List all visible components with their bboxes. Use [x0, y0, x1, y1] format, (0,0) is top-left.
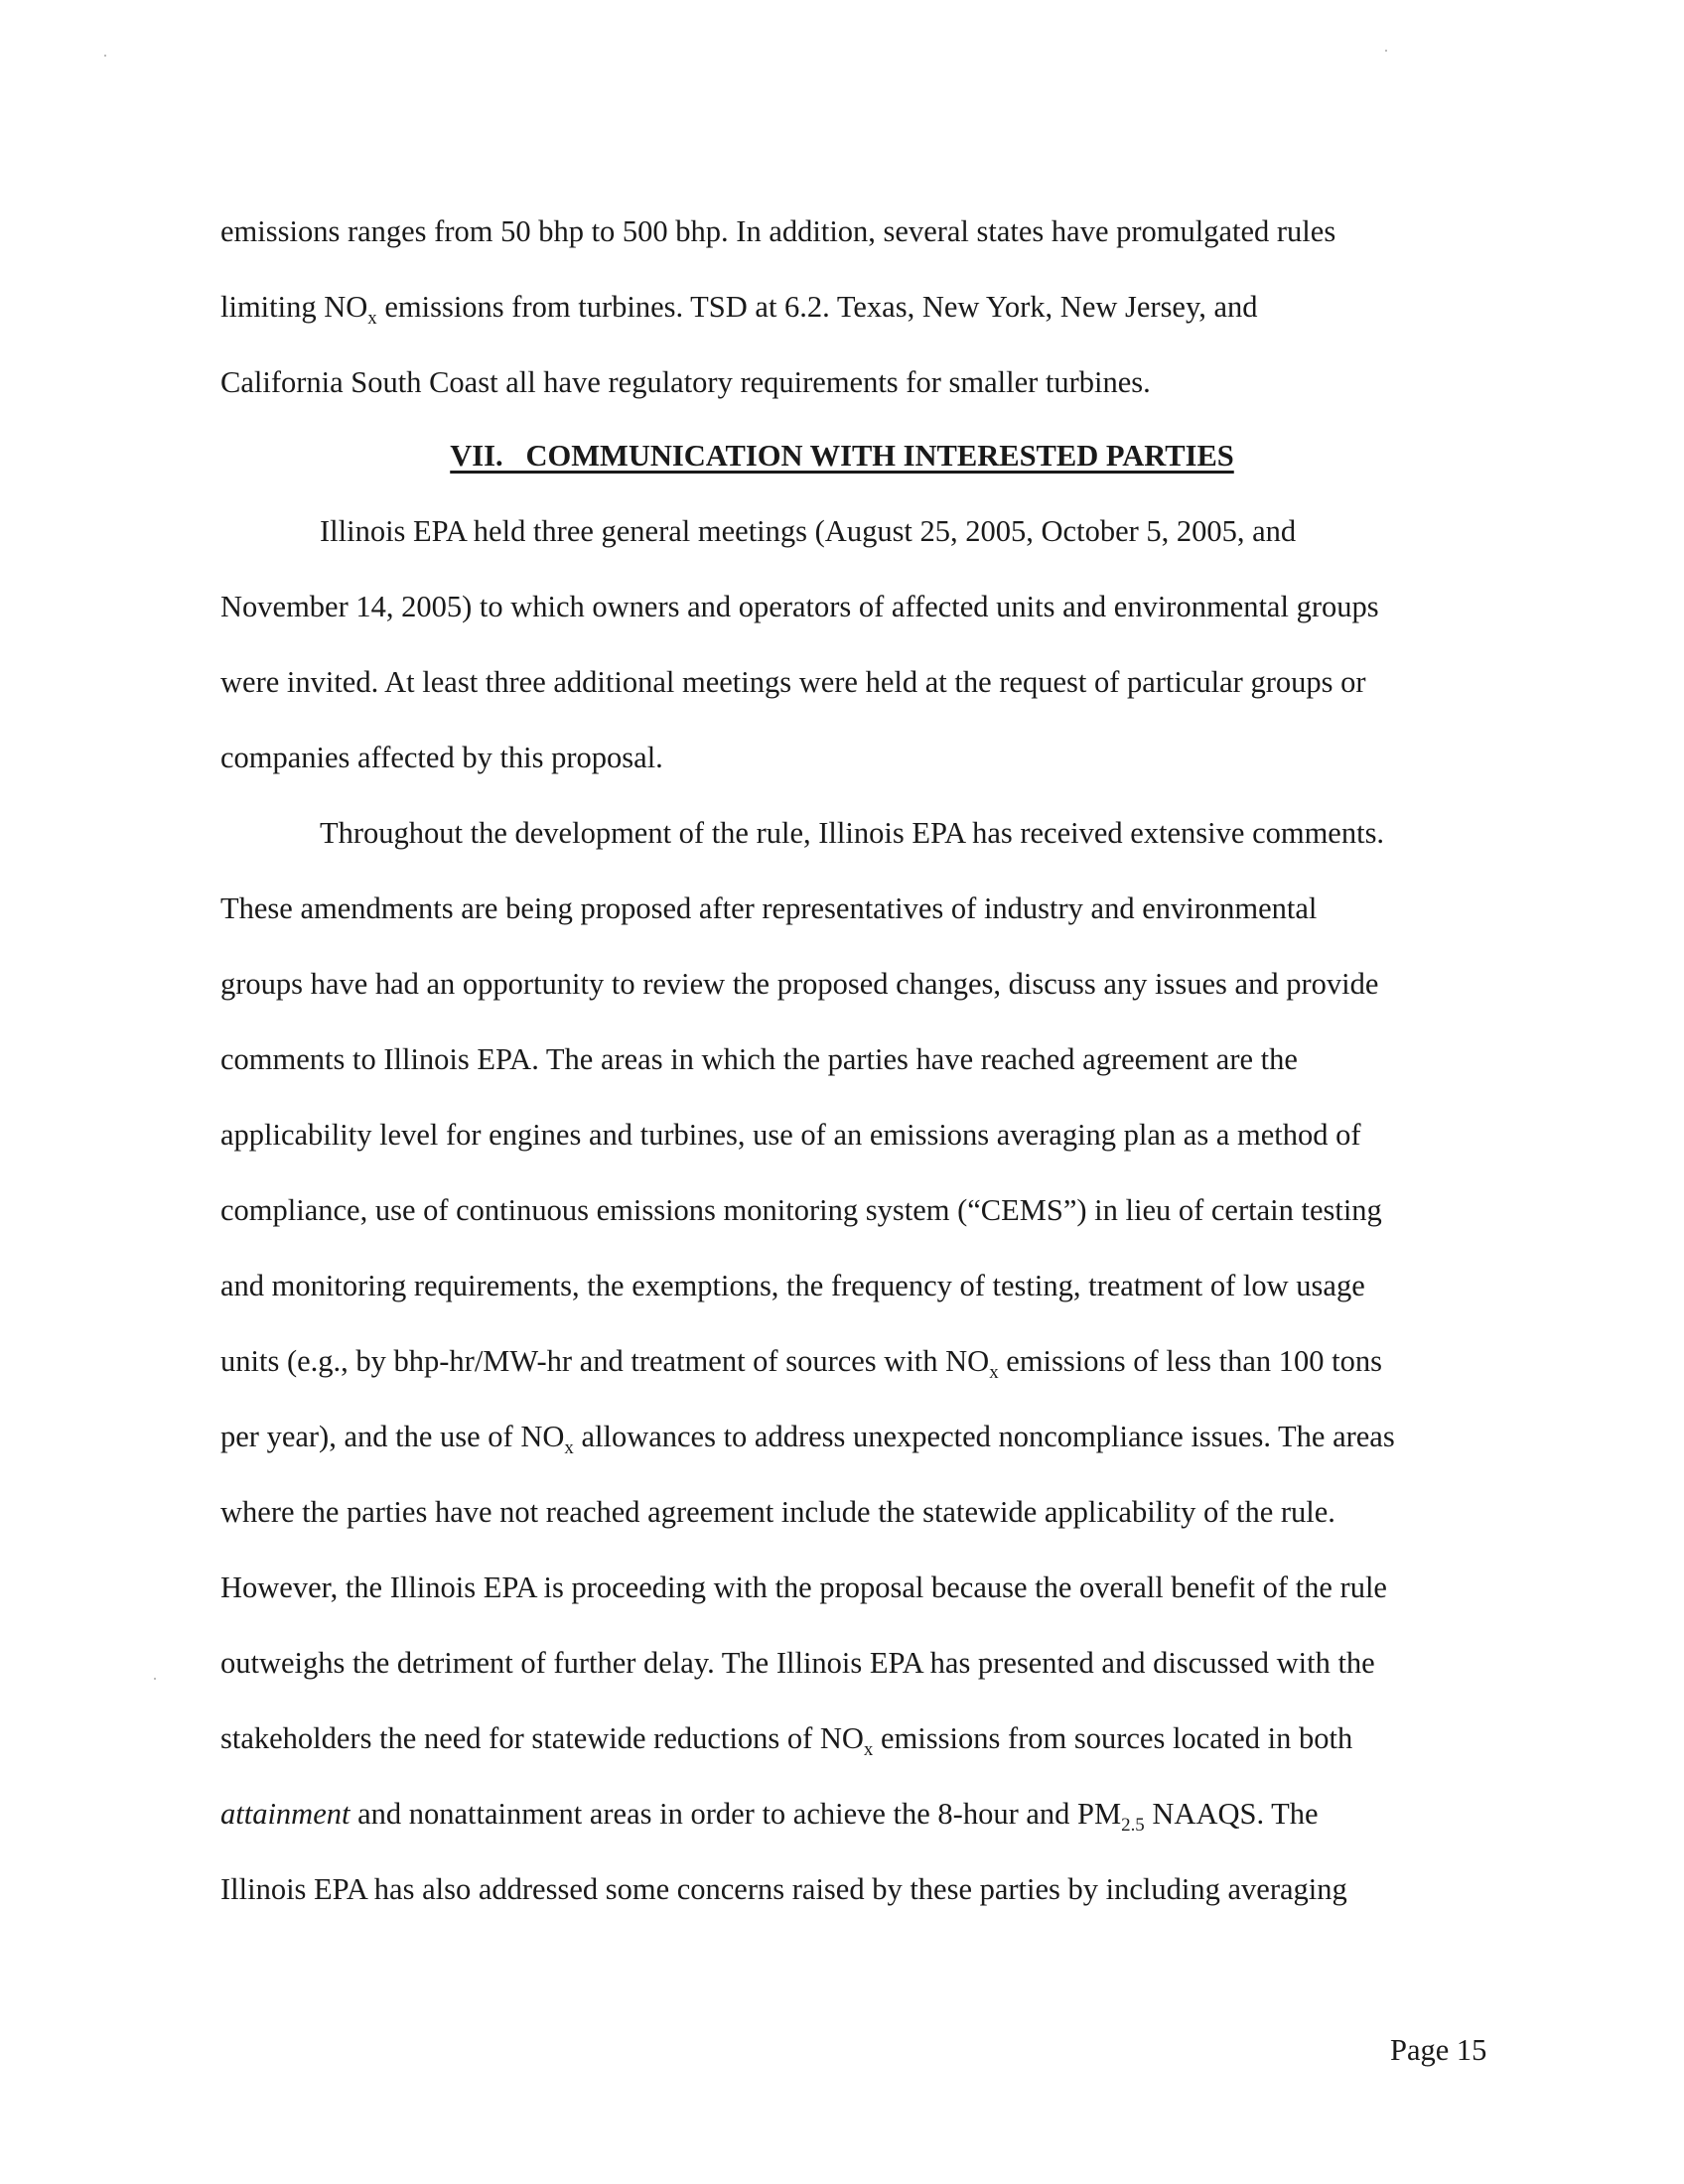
text-line: where the parties have not reached agreement include the statewide applicability of the rule. — [220, 1495, 1335, 1529]
text-line: These amendments are being proposed after representatives of industry and environmental — [220, 891, 1318, 925]
text-line: attainment and nonattainment areas in order to achieve the 8-hour and $PM_{2.5}$ NAAQS. The — [220, 1797, 1319, 1837]
text-line: California South Coast all have regulatory requirements for smaller turbines. — [220, 365, 1151, 399]
text-line: comments to Illinois EPA. The areas in which the parties have reached agreement are the — [220, 1042, 1298, 1076]
text-line: applicability level for engines and turbines, use of an emissions averaging plan as a method of — [220, 1118, 1361, 1152]
text-line: per year), and the use of $NO_x$ allowances to address unexpected noncompliance issues. The areas — [220, 1420, 1395, 1459]
page-number: Page 15 — [1390, 2033, 1487, 2067]
scan-mark — [154, 1678, 156, 1680]
text-line: Illinois EPA held three general meetings (August 25, 2005, October 5, 2005, and — [320, 514, 1297, 548]
scan-mark — [1385, 50, 1387, 52]
scan-mark — [104, 55, 106, 57]
text-line: outweighs the detriment of further delay. The Illinois EPA has presented and discussed with the — [220, 1646, 1375, 1680]
text-line: groups have had an opportunity to review the proposed changes, discuss any issues and provide — [220, 967, 1379, 1001]
text-line: units (e.g., by bhp-hr/MW-hr and treatment of sources with $NO_x$ emissions of less than 100 tons — [220, 1344, 1382, 1384]
section-heading: VII. COMMUNICATION WITH INTERESTED PARTIES — [450, 439, 1234, 473]
text-line: However, the Illinois EPA is proceeding with the proposal because the overall benefit of the rule — [220, 1570, 1387, 1604]
text-line: and monitoring requirements, the exemptions, the frequency of testing, treatment of low usage — [220, 1269, 1365, 1302]
text-line: Throughout the development of the rule, Illinois EPA has received extensive comments. — [320, 816, 1385, 850]
text-line: companies affected by this proposal. — [220, 741, 663, 774]
text-line: November 14, 2005) to which owners and operators of affected units and environmental groups — [220, 590, 1379, 623]
text-line: were invited. At least three additional meetings were held at the request of particular groups or — [220, 665, 1366, 699]
text-line: stakeholders the need for statewide reductions of $NO_x$ emissions from sources located in both — [220, 1721, 1353, 1761]
text-line: emissions ranges from 50 bhp to 500 bhp. In addition, several states have promulgated rules — [220, 214, 1336, 248]
text-line: compliance, use of continuous emissions monitoring system (“CEMS”) in lieu of certain testing — [220, 1193, 1382, 1227]
text-line: Illinois EPA has also addressed some concerns raised by these parties by including averaging — [220, 1872, 1347, 1906]
text-line: limiting $NO_x$ emissions from turbines. TSD at 6.2. Texas, New York, New Jersey, and — [220, 290, 1258, 330]
